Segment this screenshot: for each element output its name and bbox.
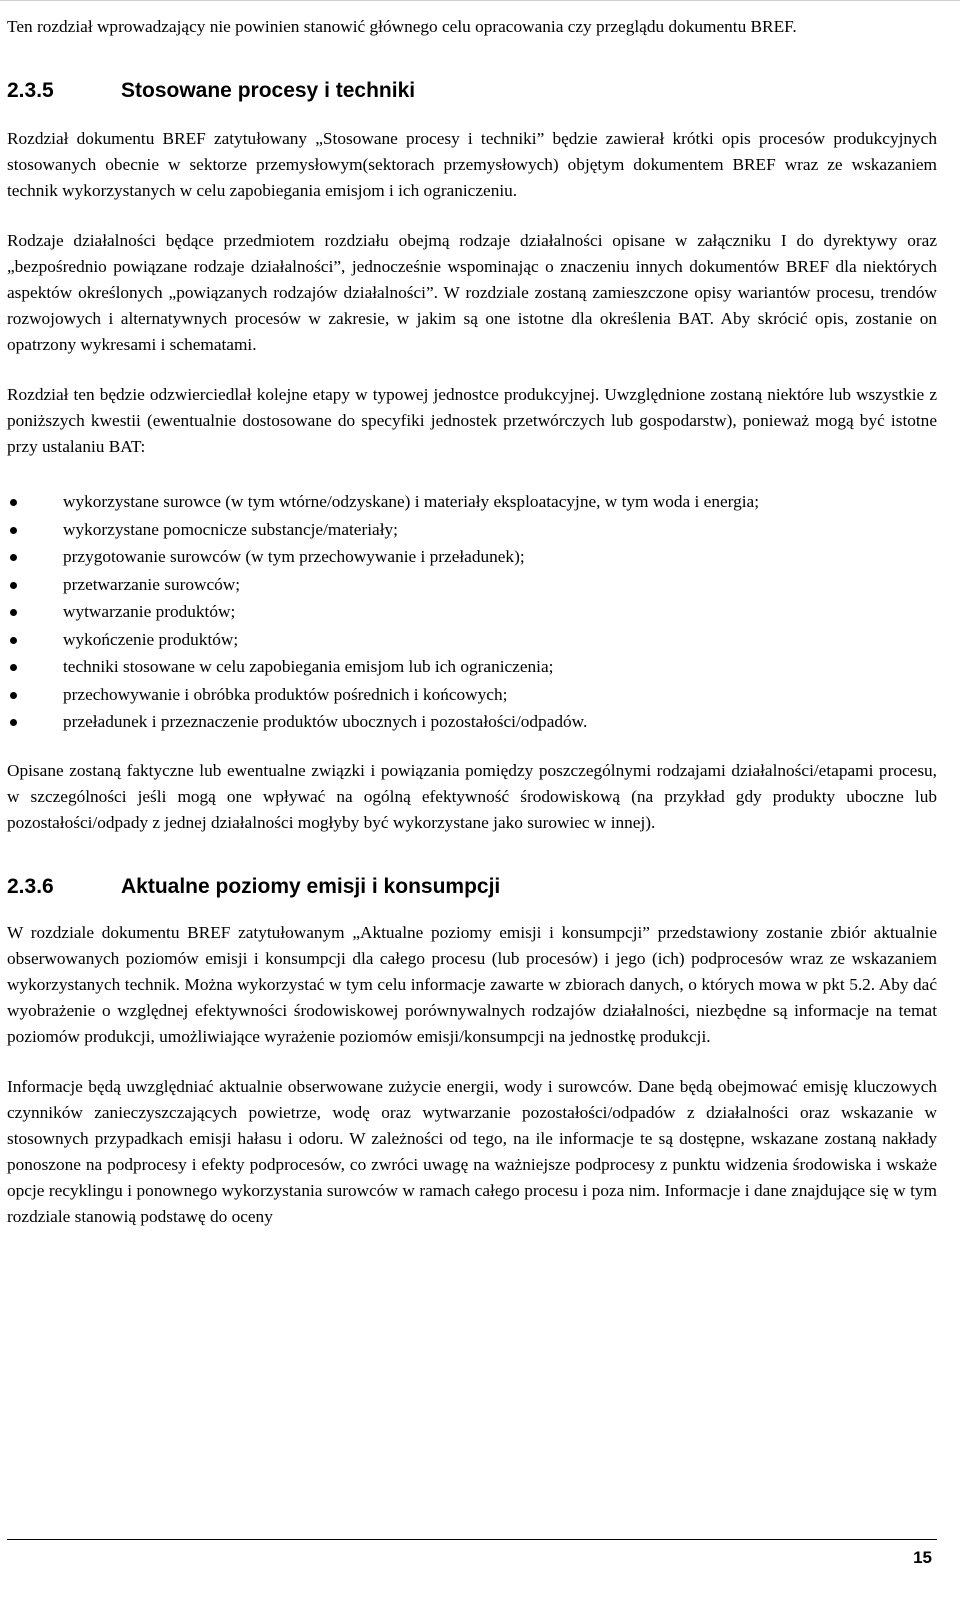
bullet-icon (10, 719, 17, 726)
list-item (7, 488, 937, 516)
list-item-text: przetwarzanie surowców; (63, 574, 241, 594)
footer-rule (7, 1539, 937, 1540)
paragraph: Opisane zostaną faktyczne lub ewentualne związki i powiązania pomiędzy poszczególnymi rodzajami działalności/etapami procesu, w szczególności jeśli mogą one wpływać na ogólną efektywność środowiskową (na przykład gdy produkty uboczne lub pozostałości/odpady z jednej działalności mogłyby być wykorzystane jako surowiec w innej). (7, 760, 937, 832)
bullet-icon (10, 664, 17, 671)
list-item (7, 543, 937, 571)
document-page (7, 14, 937, 1230)
list-item-text: wykorzystane surowce (w tym wtórne/odzyskane) i materiały eksploatacyjne, w tym woda i energia; (63, 492, 759, 511)
list-item-text: przygotowanie surowców (w tym przechowywanie i przeładunek); (63, 547, 525, 566)
paragraph: Rozdział ten będzie odzwierciedlał kolejne etapy w typowej jednostce produkcyjnej. Uwzględnione zostaną niektóre lub wszystkie z poniższych kwestii (ewentualnie dostosowane do specyfiki jednostek przetwórczych lub gospodarstw), ponieważ mogą być istotne przy ustalaniu BAT: (7, 385, 937, 456)
list-item-text: wykorzystane pomocnicze substancje/materiały; (63, 519, 398, 539)
list-item (7, 571, 937, 599)
bullet-icon (10, 637, 17, 644)
section-title: Aktualne poziomy emisji i konsumpcji (121, 874, 501, 898)
page-number: 15 (913, 1548, 932, 1567)
bullet-icon (10, 609, 17, 616)
paragraph: Rozdział dokumentu BREF zatytułowany „Stosowane procesy i techniki” będzie zawierał krótki opis procesów produkcyjnych stosowanych obecnie w sektorze przemysłowym(sektorach przemysłowych) objętym dokumentem BREF wraz ze wskazaniem technik wykorzystanych w celu zapobiegania emisjom i ich ograniczeniu. (7, 129, 937, 200)
section-heading-2-3-5 (7, 78, 937, 104)
list-item-text: przeładunek i przeznaczenie produktów ubocznych i pozostałości/odpadów. (63, 712, 588, 731)
list-item (7, 598, 937, 626)
intro-paragraph: Ten rozdział wprowadzający nie powinien stanowić głównego celu opracowania czy przeglądu dokumentu BREF. (7, 17, 797, 36)
paragraph: Rodzaje działalności będące przedmiotem rozdziału obejmą rodzaje działalności opisane w załączniku I do dyrektywy oraz „bezpośrednio powiązane rodzaje działalności”, jednocześnie wspominając o znaczeniu innych dokumentów BREF dla niektórych aspektów określonych „powiązanych rodzajów działalności”. W rozdziale zostaną zamieszczone opisy wariantów procesu, trendów rozwojowych i alternatywnych procesów w zakresie, w jakim są one istotne dla określenia BAT. Aby skrócić opis, zostanie on opatrzony wykresami i schematami. (7, 231, 937, 354)
bullet-icon (10, 692, 17, 699)
paragraph: Informacje będą uwzględniać aktualnie obserwowane zużycie energii, wody i surowców. Dane będą obejmować emisję kluczowych czynników zanieczyszczających powietrze, wodę oraz wytwarzanie pozostałości/odpadów z działalności oraz wskazanie w stosownych przypadkach emisji hałasu i odoru. W zależności od tego, na ile informacje te są dostępne, wskazane zostaną nakłady ponoszone na podprocesy i efekty podprocesów, co zwróci uwagę na ważniejsze podprocesy z punktu widzenia środowiska i wskaże opcje recyklingu i ponownego wykorzystania surowców w ramach całego procesu i poza nim. Informacje i dane znajdujące się w tym rozdziale stanowią podstawę do oceny (7, 1076, 937, 1226)
list-item (7, 516, 937, 544)
list-item-text: wykończenie produktów; (63, 629, 239, 649)
list-item (7, 708, 937, 736)
paragraph: W rozdziale dokumentu BREF zatytułowanym „Aktualne poziomy emisji i konsumpcji” przedstawiony zostanie zbiór aktualnie obserwowanych poziomów emisji i konsumpcji dla całego procesu (lub procesów) i jego (ich) podprocesów wraz ze wskazaniem wykorzystanych technik. Można wykorzystać w tym celu informacje zawarte w zbiorach danych, o których mowa w pkt 5.2. Aby dać wyobrażenie o względnej efektywności środowiskowej porównywalnych rodzajów działalności, niezbędne są informacje na temat poziomów produkcji, umożliwiające wyrażenie poziomów emisji/konsumpcji na jednostkę produkcji. (7, 922, 937, 1046)
bullet-icon (10, 499, 17, 506)
section-number: 2.3.6 (7, 874, 54, 898)
list-item (7, 626, 937, 654)
section-number: 2.3.5 (7, 79, 54, 102)
list-item (7, 681, 937, 709)
list-item (7, 653, 937, 681)
top-border (0, 0, 960, 1)
list-item-text: przechowywanie i obróbka produktów pośrednich i końcowych; (63, 684, 508, 704)
list-item-text: techniki stosowane w celu zapobiegania emisjom lub ich ograniczenia; (63, 657, 554, 676)
bullet-icon (10, 554, 17, 561)
bullet-icon (10, 527, 17, 534)
section-heading-2-3-6 (7, 874, 937, 900)
bullet-list (7, 488, 937, 736)
list-item-text: wytwarzanie produktów; (63, 602, 236, 621)
section-title: Stosowane procesy i techniki (121, 79, 416, 102)
bullet-icon (10, 582, 17, 589)
